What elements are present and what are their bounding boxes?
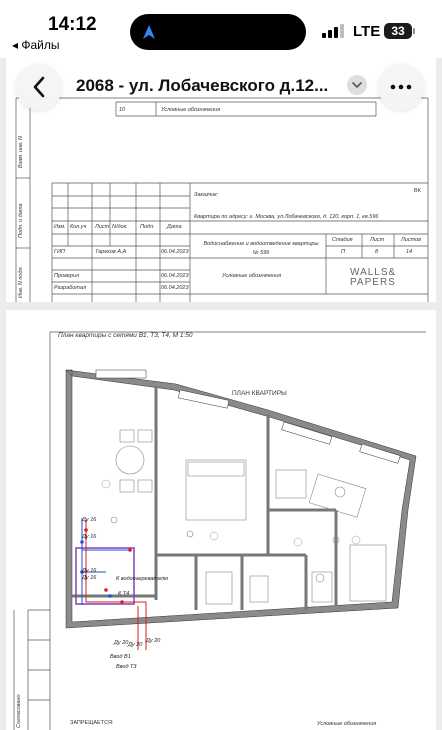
stamp-list-label: Лист bbox=[370, 237, 385, 243]
plan-title: ПЛАН КВАРТИРЫ bbox=[232, 390, 287, 397]
stamp-header-list: Лист bbox=[95, 224, 110, 230]
stamp-listov-label: Листов bbox=[401, 237, 422, 243]
side-label-podp: Подп. и дата bbox=[18, 203, 24, 238]
stamp-header-podp: Подп. bbox=[140, 224, 155, 230]
stamp-section-title: Водоснабжение и водоотведение квартиры № 596 bbox=[203, 241, 319, 256]
plan-label: План квартиры с сетями В1, Т3, Т4, М 1:50 bbox=[58, 332, 193, 339]
stamp-zakazchik: Заказчик: bbox=[194, 192, 219, 198]
title-menu-button[interactable] bbox=[347, 75, 367, 95]
pipe-label-du16-c: Ду 16 bbox=[82, 568, 97, 574]
stamp-header-data: Дата bbox=[167, 224, 182, 230]
ellipsis-icon bbox=[390, 84, 412, 90]
pipe-label-du20-a: Ду 20 bbox=[114, 640, 129, 646]
back-to-files-link[interactable]: ◂ Файлы bbox=[12, 38, 60, 52]
pipe-label-du20-b: Ду 20 bbox=[146, 638, 161, 644]
chevron-left-icon bbox=[32, 76, 46, 98]
side-label-vzam: Взам. инв. N bbox=[18, 135, 24, 168]
stamp-listov: 14 bbox=[406, 249, 413, 255]
pipe-label-du16-b: Ду 16 bbox=[82, 534, 97, 540]
walls-papers-logo: WALLS& PAPERS bbox=[350, 267, 397, 288]
stamp-proveril: Проверил bbox=[54, 273, 80, 279]
stamp-sheet-name: Условные обозначения bbox=[222, 273, 282, 279]
back-button[interactable] bbox=[16, 64, 62, 110]
stamp-stadiya: П bbox=[341, 249, 345, 255]
stamp-list: 8 bbox=[375, 249, 379, 255]
chevron-down-icon bbox=[352, 82, 362, 88]
location-arrow-icon bbox=[142, 24, 156, 40]
dynamic-island bbox=[130, 14, 306, 50]
stamp-stadiya-label: Стадия bbox=[332, 237, 353, 243]
document-page-2 bbox=[6, 310, 436, 730]
stamp-gip-role: ГИП bbox=[54, 249, 65, 255]
battery-icon: 33 bbox=[384, 23, 412, 39]
stamp-razrabotal: Разработал bbox=[54, 285, 87, 291]
pipe-label-vvod-t3: Ввод Т3 bbox=[116, 664, 137, 670]
stamp-header-koluch: Кол.уч bbox=[70, 224, 87, 230]
status-time: 14:12 bbox=[48, 14, 97, 35]
side-label-soglasovano: Согласовано bbox=[16, 694, 22, 728]
network-type: LTE bbox=[353, 23, 381, 40]
pipe-label-du16-a: Ду 16 bbox=[82, 517, 97, 523]
stamp-proveril-date: 06.04.2023 bbox=[161, 273, 189, 279]
more-button[interactable] bbox=[378, 64, 424, 110]
pipe-label-k-t4: К Т4 bbox=[118, 591, 130, 597]
stamp-header-ndok: N/док. bbox=[112, 224, 128, 230]
stamp-header-izm: Изм. bbox=[54, 224, 66, 230]
status-bar bbox=[0, 0, 442, 58]
battery-tip bbox=[413, 28, 415, 34]
top-cell-text: Условные обозначения bbox=[161, 107, 221, 113]
floor-plan-drawing bbox=[6, 310, 436, 730]
footer-zapreshchaetsya: ЗАПРЕЩАЕТСЯ: bbox=[70, 720, 114, 726]
document-viewer[interactable] bbox=[0, 58, 442, 730]
document-title: 2068 - ул. Лобачевского д.12... bbox=[76, 76, 329, 95]
stamp-gip-name: Тарехов А.А bbox=[95, 249, 127, 255]
stamp-razrabotal-date: 06.04.2023 bbox=[161, 285, 189, 291]
pipe-label-vvod-b1: Ввод В1 bbox=[110, 654, 131, 660]
footer-uslovnye: Условные обозначения bbox=[317, 721, 377, 727]
top-cell-number: 10 bbox=[119, 107, 126, 113]
pipe-label-du20-c: Ду 20 bbox=[128, 642, 143, 648]
pipe-label-k-vodonagrevatelyu: К водонагревателю bbox=[116, 576, 169, 582]
cellular-signal-icon bbox=[322, 24, 348, 38]
nav-bar bbox=[0, 58, 442, 114]
pipe-label-du16-d: Ду 16 bbox=[82, 575, 97, 581]
stamp-gip-date: 06.04.2023 bbox=[161, 249, 189, 255]
stamp-address: Квартира по адресу: г. Москва, ул.Лобачевского, д. 120, корп. 1, кв.596 bbox=[194, 214, 379, 220]
stamp-code: ВК bbox=[414, 188, 421, 194]
side-label-inv: Инв. N подл. bbox=[18, 265, 24, 298]
